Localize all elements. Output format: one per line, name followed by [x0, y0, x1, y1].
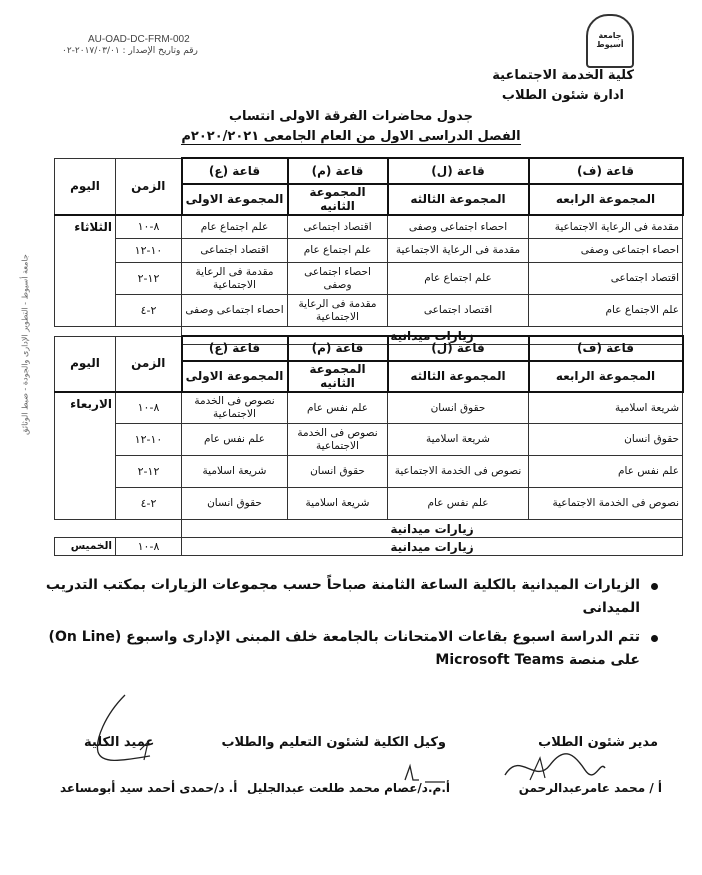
schedule-table-tuesday — [54, 157, 684, 345]
signature-title-dean: عميد الكلية — [84, 735, 155, 750]
course-cell: شريعة اسلامية — [388, 424, 529, 456]
note-item — [38, 574, 658, 620]
header-group: المجموعة الرابعه — [529, 361, 683, 392]
header-group: المجموعة الثانيه — [288, 361, 388, 392]
course-cell: حقوق انسان — [288, 456, 388, 488]
course-cell: نصوص فى الخدمة الاجتماعية — [182, 392, 288, 424]
field-visits-cell: زيارات ميدانية — [182, 327, 683, 345]
note-item — [38, 626, 658, 672]
course-cell: علم نفس عام — [288, 392, 388, 424]
course-cell: علم الاجتماع عام — [529, 295, 683, 327]
header-group: المجموعة الثالثه — [388, 361, 529, 392]
header-room: قاعة (ل) — [388, 336, 529, 361]
bullet-icon — [651, 635, 658, 642]
course-cell: نصوص فى الخدمة الاجتماعية — [288, 424, 388, 456]
course-cell: علم نفس عام — [388, 488, 529, 520]
header-room: قاعة (ف) — [529, 336, 683, 361]
course-cell: شريعة اسلامية — [182, 456, 288, 488]
course-cell: مقدمة فى الرعاية الاجتماعية — [388, 239, 529, 263]
course-cell: احصاء اجتماعى وصفى — [182, 295, 288, 327]
course-cell: شريعة اسلامية — [529, 392, 683, 424]
table-row — [55, 456, 683, 488]
time-cell: ١٠-١٢ — [116, 424, 182, 456]
header-day: اليوم — [55, 158, 116, 215]
course-cell: مقدمة فى الرعاية الاجتماعية — [182, 263, 288, 295]
faculty-name: كلية الخدمة الاجتماعية — [492, 68, 634, 83]
signature-name-student-affairs: أ / محمد عامرعبدالرحمن — [518, 781, 662, 795]
time-cell: ١٢-٢ — [116, 263, 182, 295]
course-cell: مقدمة فى الرعاية الاجتماعية — [288, 295, 388, 327]
course-cell: علم اجتماع عام — [182, 215, 288, 239]
course-cell: احصاء اجتماعى وصفى — [388, 215, 529, 239]
time-cell: ٨-١٠ — [116, 538, 182, 556]
header-room: قاعة (م) — [288, 336, 388, 361]
time-cell: ٨-١٠ — [116, 392, 182, 424]
course-cell: شريعة اسلامية — [288, 488, 388, 520]
logo-label: جامعة أسيوط — [596, 31, 624, 49]
course-cell: علم نفس عام — [529, 456, 683, 488]
header-room: قاعة (ف) — [529, 158, 683, 184]
day-cell: الاربعاء — [55, 392, 116, 520]
note-text: تتم الدراسة اسبوع بقاعات الامتحانات بالجامعة خلف المبنى الإدارى واسبوع (On Line) على منصة Microsoft Teams — [48, 629, 640, 669]
course-cell: حقوق انسان — [182, 488, 288, 520]
header-group: المجموعة الاولى — [182, 184, 288, 215]
department-name: ادارة شئون الطلاب — [501, 88, 624, 103]
table-row — [55, 263, 683, 295]
course-cell: حقوق انسان — [388, 392, 529, 424]
table-row — [55, 295, 683, 327]
bullet-icon — [651, 583, 658, 590]
course-cell: اقتصاد اجتماعى — [388, 295, 529, 327]
course-cell: اقتصاد اجتماعى — [182, 239, 288, 263]
signature-name-dean: أ. د/حمدى أحمد سيد أبومساعد — [60, 781, 238, 795]
header-group: المجموعة الرابعه — [529, 184, 683, 215]
table-row — [55, 520, 683, 538]
table-row — [55, 488, 683, 520]
header-group: المجموعة الثالثه — [388, 184, 529, 215]
course-cell: مقدمة فى الرعاية الاجتماعية — [529, 215, 683, 239]
table-row — [55, 215, 683, 239]
header-group: المجموعة الاولى — [182, 361, 288, 392]
course-cell: علم اجتماع عام — [288, 239, 388, 263]
table-row — [55, 239, 683, 263]
course-cell: نصوص فى الخدمة الاجتماعية — [388, 456, 529, 488]
table-row — [55, 392, 683, 424]
handwritten-signature-icon — [70, 690, 180, 770]
course-cell: احصاء اجتماعى وصفى — [288, 263, 388, 295]
day-cell: الثلاثاء — [55, 215, 116, 327]
time-cell: ٢-٤ — [116, 295, 182, 327]
header-time: الزمن — [116, 336, 182, 392]
time-cell: ١٢-٢ — [116, 456, 182, 488]
course-cell: حقوق انسان — [529, 424, 683, 456]
header-room: قاعة (ع) — [182, 336, 288, 361]
schedule-table-wednesday — [54, 335, 684, 556]
note-text: الزيارات الميدانية بالكلية الساعة الثامنة صباحاً حسب مجموعات الزيارات بمكتب التدريب الميدانى — [45, 577, 640, 617]
form-issue-date: رقم وتاريخ الإصدار : ٢٠١٧/٠٣/٠١-٠٢ — [62, 46, 198, 56]
form-code: AU-OAD-DC-FRM-002 — [88, 34, 190, 45]
signature-title-vice-dean: وكيل الكلية لشئون التعليم والطلاب — [221, 735, 446, 750]
time-cell: ٢-٤ — [116, 488, 182, 520]
course-cell: اقتصاد اجتماعى — [288, 215, 388, 239]
course-cell: علم اجتماع عام — [388, 263, 529, 295]
table-row — [55, 424, 683, 456]
header-group: المجموعة الثانيه — [288, 184, 388, 215]
course-cell: نصوص فى الخدمة الاجتماعية — [529, 488, 683, 520]
header-room: قاعة (م) — [288, 158, 388, 184]
course-cell: احصاء اجتماعى وصفى — [529, 239, 683, 263]
header-room: قاعة (ع) — [182, 158, 288, 184]
field-visits-cell: زيارات ميدانية — [182, 520, 683, 538]
side-watermark-text: جامعة أسيوط - التطوير الإدارى والجودة - ضبط الوثائق — [20, 254, 30, 435]
course-cell: اقتصاد اجتماعى — [529, 263, 683, 295]
page-subtitle — [0, 129, 702, 144]
notes-list — [38, 574, 658, 672]
header-day: اليوم — [55, 336, 116, 392]
table-row — [55, 538, 683, 556]
page-subtitle-text: الفصل الدراسى الاول من العام الجامعى ٢٠٢٠/٢٠٢١م — [181, 129, 521, 144]
signature-name-vice-dean: أ.م.د/عصام محمد طلعت عبدالجليل — [247, 781, 450, 795]
day-cell: الخميس — [55, 538, 116, 556]
header-time: الزمن — [116, 158, 182, 215]
time-cell: ٨-١٠ — [116, 215, 182, 239]
page-title: جدول محاضرات الفرقة الاولى انتساب — [228, 109, 474, 124]
course-cell: علم نفس عام — [182, 424, 288, 456]
field-visits-cell: زيارات ميدانية — [182, 538, 683, 556]
signature-title-student-affairs: مدير شئون الطلاب — [538, 735, 658, 750]
time-cell: ١٠-١٢ — [116, 239, 182, 263]
university-logo — [586, 14, 634, 68]
header-room: قاعة (ل) — [388, 158, 529, 184]
